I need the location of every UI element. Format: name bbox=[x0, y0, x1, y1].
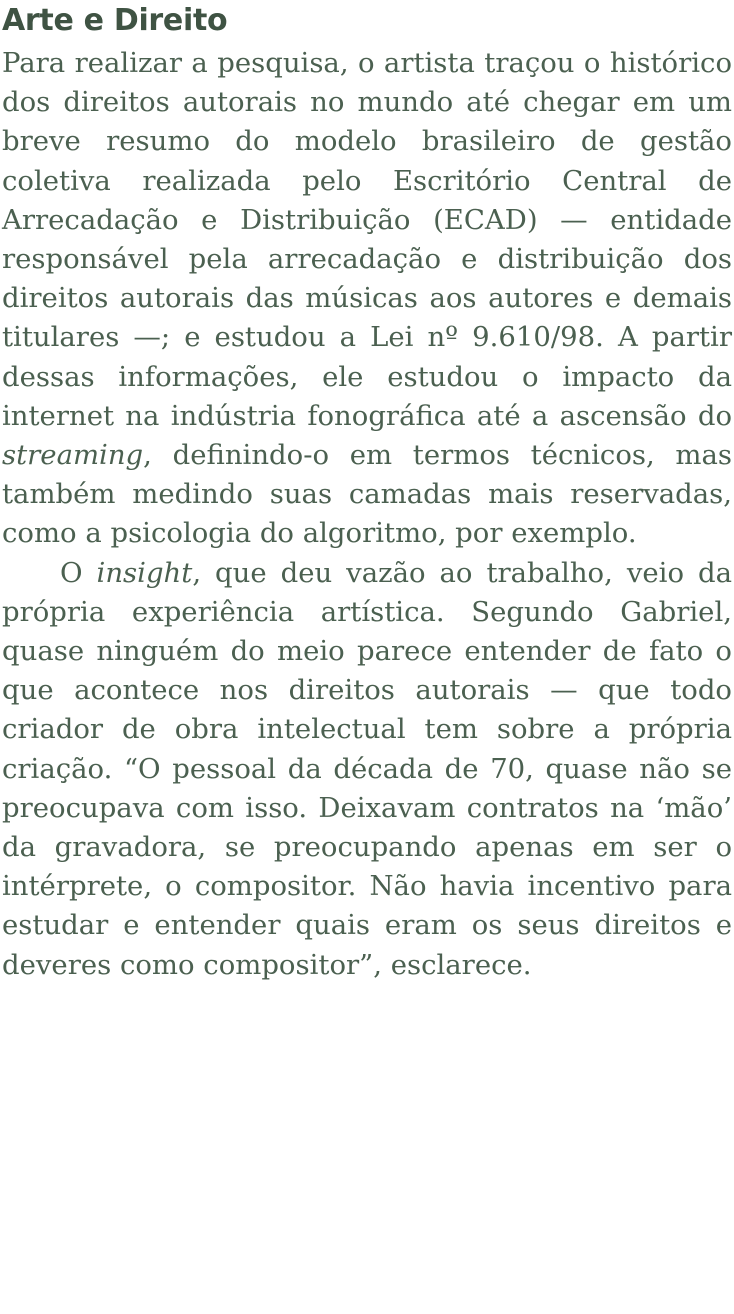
article-paragraph-2 bbox=[2, 554, 732, 985]
page-title: Arte e Direito bbox=[2, 3, 228, 38]
text-run: Para realizar a pesquisa, o artista traçou o histórico dos direitos autorais no mundo até chegar em um breve resumo do modelo brasileiro de gestão coletiva realizada pelo Escritório Central de Arrecadação e Distribuição (ECAD) — entidade responsável pela arrecadação e distribuição dos direitos autorais das músicas aos autores e demais titulares —; e estudou a Lei nº 9.610/98. A partir dessas informações, ele estudou o impacto da internet na indústria fonográfica até a ascensão do bbox=[2, 47, 732, 432]
emphasis-term: streaming bbox=[2, 439, 144, 472]
text-run: , que deu vazão ao trabalho, veio da própria experiência artística. Segundo Gabriel, quase ninguém do meio parece entender de fato o que acontece nos direitos autorais — que todo criador de obra intelectual tem sobre a própria criação. “O pessoal da década de 70, quase não se preocupava com isso. Deixavam contratos na ‘mão’ da gravadora, se preocupando apenas em ser o intérprete, o compositor. Não havia incentivo para estudar e entender quais eram os seus direitos e deveres como compositor”, esclarece. bbox=[2, 556, 732, 981]
article-paragraph-1 bbox=[2, 44, 732, 554]
text-run: , definindo-o em termos técnicos, mas também medindo suas camadas mais reservadas, como a psicologia do algoritmo, por exemplo. bbox=[2, 439, 732, 550]
emphasis-term: insight bbox=[96, 556, 193, 589]
text-run: O bbox=[60, 556, 97, 589]
